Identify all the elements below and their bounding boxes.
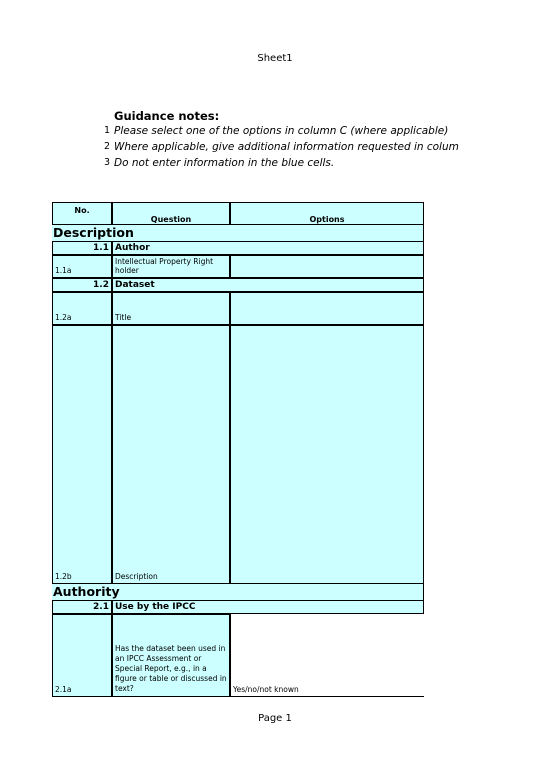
question-text: Has the dataset been used in an IPCC Assessment or Special Report, e.g., in a figure or table or discussed in text? — [115, 644, 227, 693]
question-text: Title — [115, 313, 132, 322]
guidance-note-text: Where applicable, give additional information requested in colum — [114, 141, 459, 153]
sheet-title: Sheet1 — [257, 53, 293, 64]
row-id: 2.1a — [55, 685, 72, 694]
answer-cell-1-1a[interactable] — [230, 255, 424, 278]
guidance-title: Guidance notes: — [114, 109, 220, 123]
options-text: Yes/no/not known — [233, 685, 299, 694]
row-id-cell — [52, 325, 112, 584]
question-cell — [112, 614, 230, 697]
row-id-cell — [52, 614, 112, 697]
answer-cell-1-2b[interactable] — [230, 325, 424, 584]
subsection-label: Dataset — [112, 278, 424, 292]
header-no: No. — [74, 206, 90, 215]
question-cell — [112, 292, 230, 325]
subsection-label: Author — [112, 241, 424, 255]
guidance-note-text: Do not enter information in the blue cells. — [114, 157, 335, 169]
row-id: 1.2a — [55, 313, 72, 322]
subsection-label: Use by the IPCC — [112, 600, 424, 614]
row-id-cell — [52, 255, 112, 278]
section-authority: Authority — [52, 584, 423, 600]
subsection-number: 2.1 — [52, 600, 112, 614]
row-id-cell — [52, 292, 112, 325]
header-options: Options — [309, 215, 345, 224]
question-cell — [112, 255, 230, 278]
page-footer: Page 1 — [258, 713, 292, 724]
answer-cell-1-2a[interactable] — [230, 292, 424, 325]
guidance-note-number: 1 — [103, 125, 110, 136]
header-no-cell — [52, 202, 112, 225]
subsection-number: 1.1 — [52, 241, 112, 255]
guidance-note-text: Please select one of the options in column C (where applicable) — [114, 125, 449, 137]
row-id: 1.2b — [55, 572, 72, 581]
guidance-note-number: 2 — [103, 141, 110, 152]
question-text: Intellectual Property Right holder — [115, 257, 214, 275]
question-cell — [112, 325, 230, 584]
guidance-note-number: 3 — [103, 157, 110, 168]
section-description: Description — [52, 225, 423, 241]
subsection-number: 1.2 — [52, 278, 112, 292]
answer-cell-2-1a[interactable] — [230, 614, 424, 697]
row-id: 1.1a — [55, 266, 72, 275]
header-question: Question — [150, 215, 192, 224]
table-right-border — [423, 202, 424, 614]
header-options-cell — [230, 202, 424, 225]
question-text: Description — [115, 572, 158, 581]
header-question-cell — [112, 202, 230, 225]
questionnaire-table — [52, 202, 424, 697]
